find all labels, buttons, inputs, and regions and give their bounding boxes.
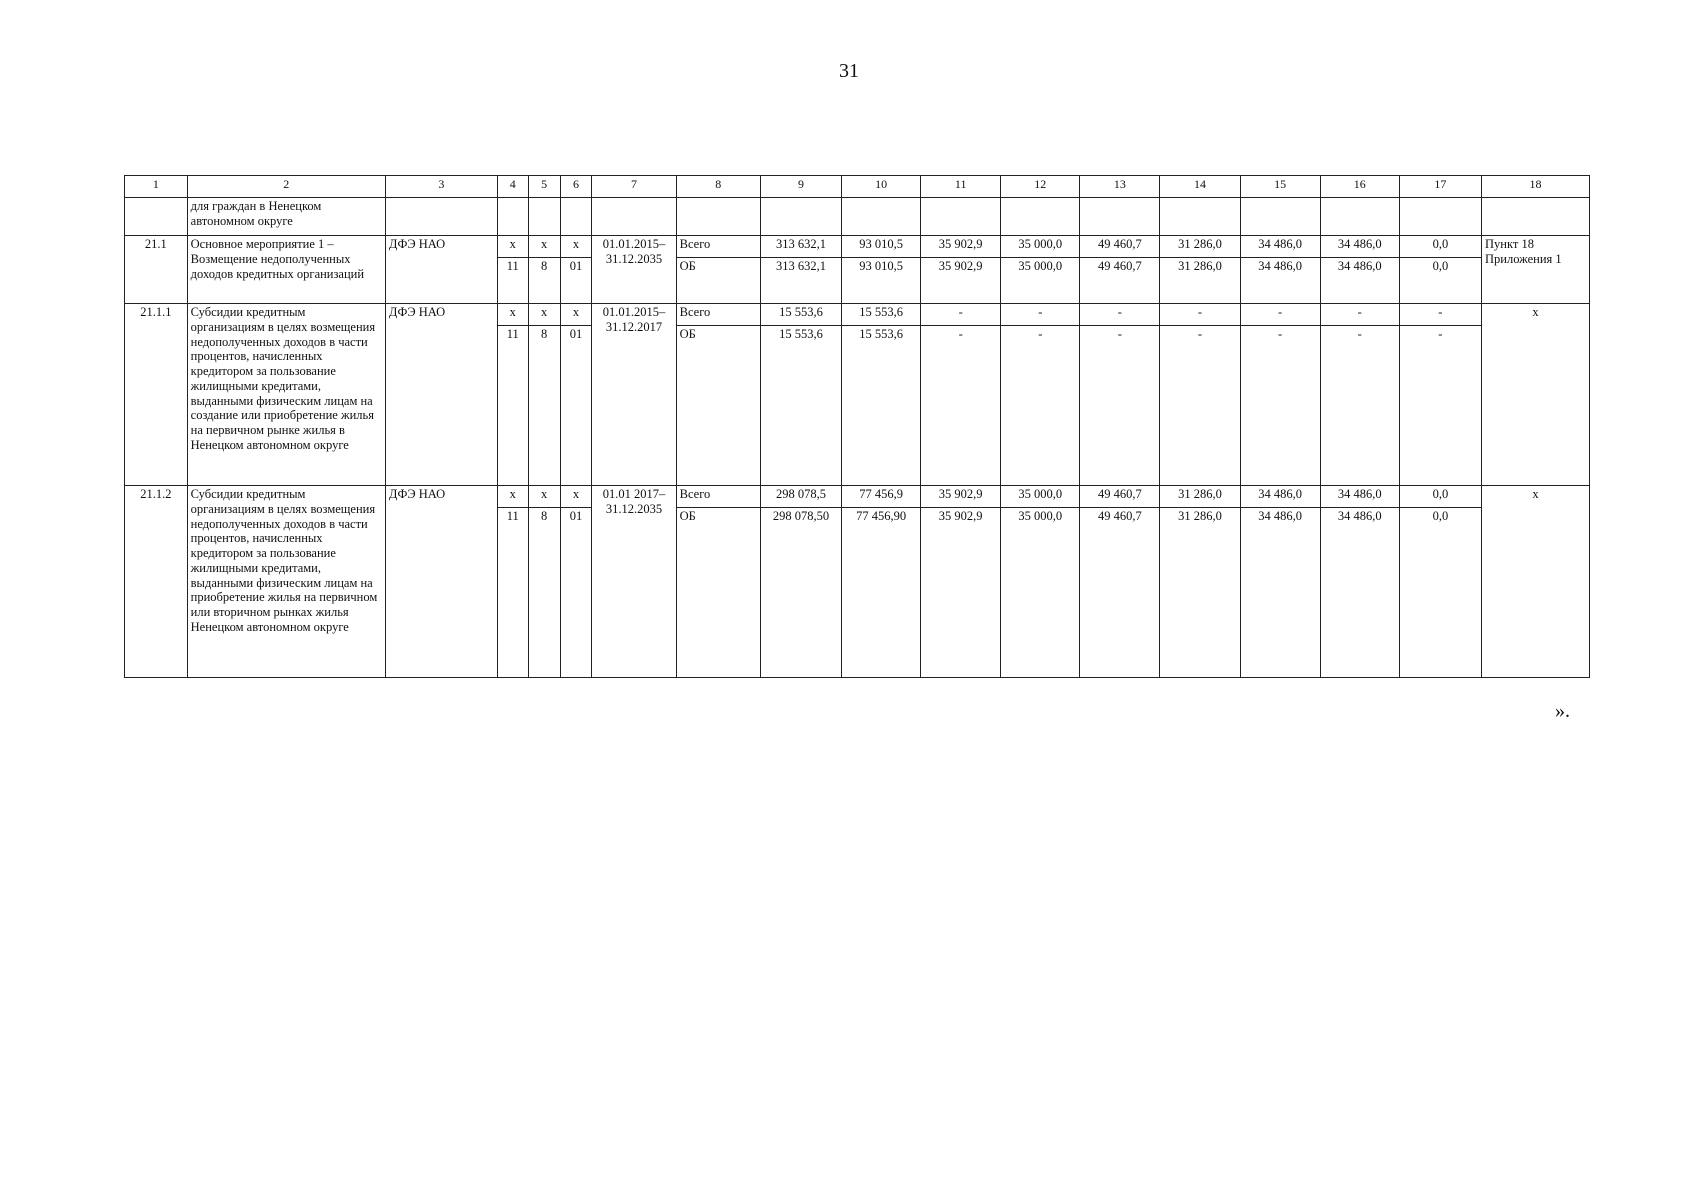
code-cell: x bbox=[497, 486, 528, 508]
value-cell: 77 456,90 bbox=[842, 508, 921, 678]
code-cell: x bbox=[528, 304, 560, 326]
value-cell: - bbox=[1399, 326, 1481, 486]
code-cell: 8 bbox=[528, 508, 560, 678]
empty-cell bbox=[842, 198, 921, 236]
empty-cell bbox=[560, 198, 592, 236]
column-header: 14 bbox=[1160, 176, 1240, 198]
code-cell: 01 bbox=[560, 508, 592, 678]
table-row bbox=[125, 236, 1590, 258]
column-header: 17 bbox=[1399, 176, 1481, 198]
code-cell: x bbox=[528, 236, 560, 258]
value-cell: 34 486,0 bbox=[1320, 258, 1399, 304]
funding-source: ОБ bbox=[676, 258, 760, 304]
value-cell: - bbox=[1001, 304, 1080, 326]
value-cell: - bbox=[1160, 326, 1240, 486]
value-cell: 34 486,0 bbox=[1240, 486, 1320, 508]
empty-cell bbox=[528, 198, 560, 236]
empty-cell bbox=[385, 198, 497, 236]
column-header: 6 bbox=[560, 176, 592, 198]
note-cell: х bbox=[1481, 486, 1589, 678]
empty-cell bbox=[676, 198, 760, 236]
value-cell: 34 486,0 bbox=[1240, 236, 1320, 258]
value-cell: 31 286,0 bbox=[1160, 486, 1240, 508]
value-cell: 34 486,0 bbox=[1240, 258, 1320, 304]
value-cell: 35 902,9 bbox=[921, 508, 1001, 678]
funding-source: Всего bbox=[676, 304, 760, 326]
empty-cell bbox=[1240, 198, 1320, 236]
empty-cell bbox=[125, 198, 188, 236]
value-cell: 77 456,9 bbox=[842, 486, 921, 508]
funding-source: Всего bbox=[676, 236, 760, 258]
code-cell: x bbox=[560, 486, 592, 508]
value-cell: 93 010,5 bbox=[842, 258, 921, 304]
value-cell: 298 078,50 bbox=[760, 508, 841, 678]
value-cell: 313 632,1 bbox=[760, 236, 841, 258]
empty-cell bbox=[1001, 198, 1080, 236]
table-row bbox=[125, 486, 1590, 508]
value-cell: - bbox=[921, 304, 1001, 326]
empty-cell bbox=[1320, 198, 1399, 236]
empty-cell bbox=[1080, 198, 1160, 236]
code-cell: 11 bbox=[497, 508, 528, 678]
column-header: 16 bbox=[1320, 176, 1399, 198]
code-cell: 8 bbox=[528, 258, 560, 304]
code-cell: x bbox=[497, 304, 528, 326]
page-number: 31 bbox=[839, 60, 859, 82]
value-cell: 31 286,0 bbox=[1160, 236, 1240, 258]
value-cell: 35 902,9 bbox=[921, 258, 1001, 304]
value-cell: 35 000,0 bbox=[1001, 486, 1080, 508]
empty-cell bbox=[921, 198, 1001, 236]
measure-name: Основное мероприятие 1 – Возмещение недополученных доходов кредитных организаций bbox=[187, 236, 385, 304]
value-cell: - bbox=[1240, 326, 1320, 486]
value-cell: - bbox=[1001, 326, 1080, 486]
value-cell: 35 000,0 bbox=[1001, 236, 1080, 258]
value-cell: - bbox=[1080, 304, 1160, 326]
row-number: 21.1 bbox=[125, 236, 188, 304]
column-header: 9 bbox=[760, 176, 841, 198]
value-cell: 15 553,6 bbox=[842, 304, 921, 326]
column-header: 1 bbox=[125, 176, 188, 198]
empty-cell bbox=[1481, 198, 1589, 236]
code-cell: x bbox=[560, 304, 592, 326]
value-cell: 0,0 bbox=[1399, 258, 1481, 304]
value-cell: 0,0 bbox=[1399, 486, 1481, 508]
note-cell: Пункт 18 Приложения 1 bbox=[1481, 236, 1589, 304]
code-cell: 8 bbox=[528, 326, 560, 486]
value-cell: 49 460,7 bbox=[1080, 486, 1160, 508]
column-header: 2 bbox=[187, 176, 385, 198]
value-cell: 313 632,1 bbox=[760, 258, 841, 304]
column-header: 5 bbox=[528, 176, 560, 198]
empty-cell bbox=[592, 198, 676, 236]
value-cell: 31 286,0 bbox=[1160, 508, 1240, 678]
code-cell: 11 bbox=[497, 326, 528, 486]
code-cell: x bbox=[560, 236, 592, 258]
value-cell: - bbox=[1399, 304, 1481, 326]
funding-source: ОБ bbox=[676, 508, 760, 678]
code-cell: x bbox=[497, 236, 528, 258]
row-number: 21.1.2 bbox=[125, 486, 188, 678]
note-cell: х bbox=[1481, 304, 1589, 486]
value-cell: 49 460,7 bbox=[1080, 508, 1160, 678]
value-cell: 34 486,0 bbox=[1320, 508, 1399, 678]
value-cell: - bbox=[1320, 304, 1399, 326]
code-cell: 01 bbox=[560, 258, 592, 304]
table-row bbox=[125, 304, 1590, 326]
value-cell: 34 486,0 bbox=[1320, 236, 1399, 258]
measure-name: Субсидии кредитным организациям в целях возмещения недополученных доходов в части процентов, начисленных кредитором за пользование жилищными кредитами, выданными физическим лицам на создание или приобретение жилья на первичном рынке жилья в Ненецком автономном округе bbox=[187, 304, 385, 486]
column-header: 15 bbox=[1240, 176, 1320, 198]
value-cell: 31 286,0 bbox=[1160, 258, 1240, 304]
funding-source: ОБ bbox=[676, 326, 760, 486]
column-header: 3 bbox=[385, 176, 497, 198]
closing-quote: ». bbox=[1555, 700, 1570, 722]
column-header: 13 bbox=[1080, 176, 1160, 198]
value-cell: 35 000,0 bbox=[1001, 258, 1080, 304]
period: 01.01.2015– 31.12.2035 bbox=[592, 236, 676, 304]
value-cell: 298 078,5 bbox=[760, 486, 841, 508]
empty-cell bbox=[1399, 198, 1481, 236]
value-cell: 15 553,6 bbox=[760, 304, 841, 326]
value-cell: 35 902,9 bbox=[921, 236, 1001, 258]
value-cell: 15 553,6 bbox=[760, 326, 841, 486]
column-header: 7 bbox=[592, 176, 676, 198]
value-cell: - bbox=[1240, 304, 1320, 326]
column-header: 18 bbox=[1481, 176, 1589, 198]
column-header: 11 bbox=[921, 176, 1001, 198]
value-cell: 49 460,7 bbox=[1080, 258, 1160, 304]
empty-cell bbox=[1160, 198, 1240, 236]
executor: ДФЭ НАО bbox=[385, 304, 497, 486]
code-cell: x bbox=[528, 486, 560, 508]
value-cell: 34 486,0 bbox=[1320, 486, 1399, 508]
value-cell: - bbox=[921, 326, 1001, 486]
row-number: 21.1.1 bbox=[125, 304, 188, 486]
header-row bbox=[125, 176, 1590, 198]
value-cell: 34 486,0 bbox=[1240, 508, 1320, 678]
code-cell: 11 bbox=[497, 258, 528, 304]
executor: ДФЭ НАО bbox=[385, 236, 497, 304]
measure-name: Субсидии кредитным организациям в целях возмещения недополученных доходов в части процентов, начисленных кредитором за пользование жилищными кредитами, выданными физическим лицам на приобретение жилья на первичном или вторичном рынках жилья Ненецком автономном округе bbox=[187, 486, 385, 678]
value-cell: 15 553,6 bbox=[842, 326, 921, 486]
program-table bbox=[124, 175, 1590, 678]
value-cell: 49 460,7 bbox=[1080, 236, 1160, 258]
value-cell: - bbox=[1080, 326, 1160, 486]
value-cell: 0,0 bbox=[1399, 508, 1481, 678]
value-cell: 35 902,9 bbox=[921, 486, 1001, 508]
empty-cell bbox=[497, 198, 528, 236]
value-cell: - bbox=[1320, 326, 1399, 486]
column-header: 12 bbox=[1001, 176, 1080, 198]
value-cell: - bbox=[1160, 304, 1240, 326]
value-cell: 93 010,5 bbox=[842, 236, 921, 258]
code-cell: 01 bbox=[560, 326, 592, 486]
column-header: 8 bbox=[676, 176, 760, 198]
period: 01.01.2015– 31.12.2017 bbox=[592, 304, 676, 486]
value-cell: 35 000,0 bbox=[1001, 508, 1080, 678]
continuation-text: для граждан в Ненецком автономном округе bbox=[187, 198, 385, 236]
empty-cell bbox=[760, 198, 841, 236]
continuation-row bbox=[125, 198, 1590, 236]
funding-source: Всего bbox=[676, 486, 760, 508]
period: 01.01 2017– 31.12.2035 bbox=[592, 486, 676, 678]
value-cell: 0,0 bbox=[1399, 236, 1481, 258]
column-header: 4 bbox=[497, 176, 528, 198]
column-header: 10 bbox=[842, 176, 921, 198]
executor: ДФЭ НАО bbox=[385, 486, 497, 678]
